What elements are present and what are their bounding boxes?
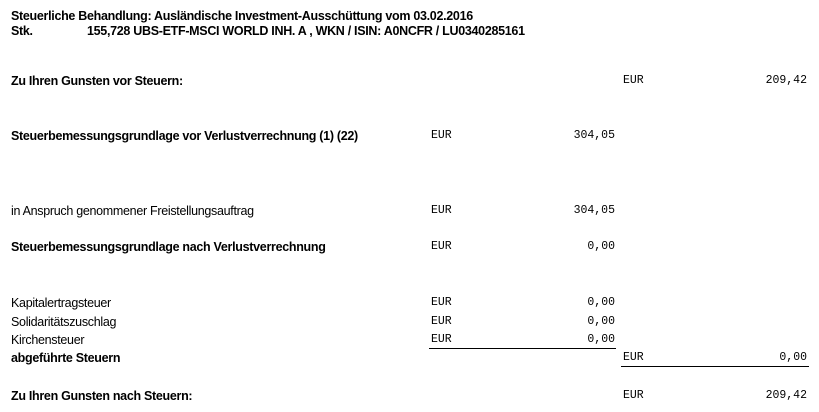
row-label: in Anspruch genommener Freistellungsauftrag [11,204,254,218]
row-amount: 0,00 [587,333,615,346]
row-currency: EUR [431,204,452,217]
row-label: Zu Ihren Gunsten nach Steuern: [11,389,193,403]
row-currency: EUR [623,351,644,364]
row-label: abgeführte Steuern [11,351,121,365]
row-amount: 0,00 [587,315,615,328]
row-label: Steuerbemessungsgrundlage nach Verlustverrechnung [11,240,326,254]
row-currency: EUR [623,389,644,402]
row-currency: EUR [431,333,452,346]
row-amount: 209,42 [765,74,807,87]
row-amount: 304,05 [573,129,615,142]
row-amount: 304,05 [573,204,615,217]
row-currency: EUR [431,296,452,309]
row-label: Kirchensteuer [11,333,85,347]
total-divider-line [621,366,809,367]
row-amount: 0,00 [587,296,615,309]
sum-divider-line [429,348,616,349]
document-title: Steuerliche Behandlung: Ausländische Investment-Ausschüttung vom 03.02.2016 [11,9,473,23]
row-label: Kapitalertragsteuer [11,296,111,310]
row-label: Zu Ihren Gunsten vor Steuern: [11,74,183,88]
row-currency: EUR [431,129,452,142]
row-label: Steuerbemessungsgrundlage vor Verlustverrechnung (1) (22) [11,129,358,143]
row-amount: 0,00 [779,351,807,364]
row-currency: EUR [431,240,452,253]
row-amount: 209,42 [765,389,807,402]
security-description: 155,728 UBS-ETF-MSCI WORLD INH. A , WKN / ISIN: A0NCFR / LU0340285161 [87,24,525,38]
stk-label: Stk. [11,24,33,38]
row-currency: EUR [623,74,644,87]
row-label: Solidaritätszuschlag [11,315,117,329]
row-amount: 0,00 [587,240,615,253]
row-currency: EUR [431,315,452,328]
